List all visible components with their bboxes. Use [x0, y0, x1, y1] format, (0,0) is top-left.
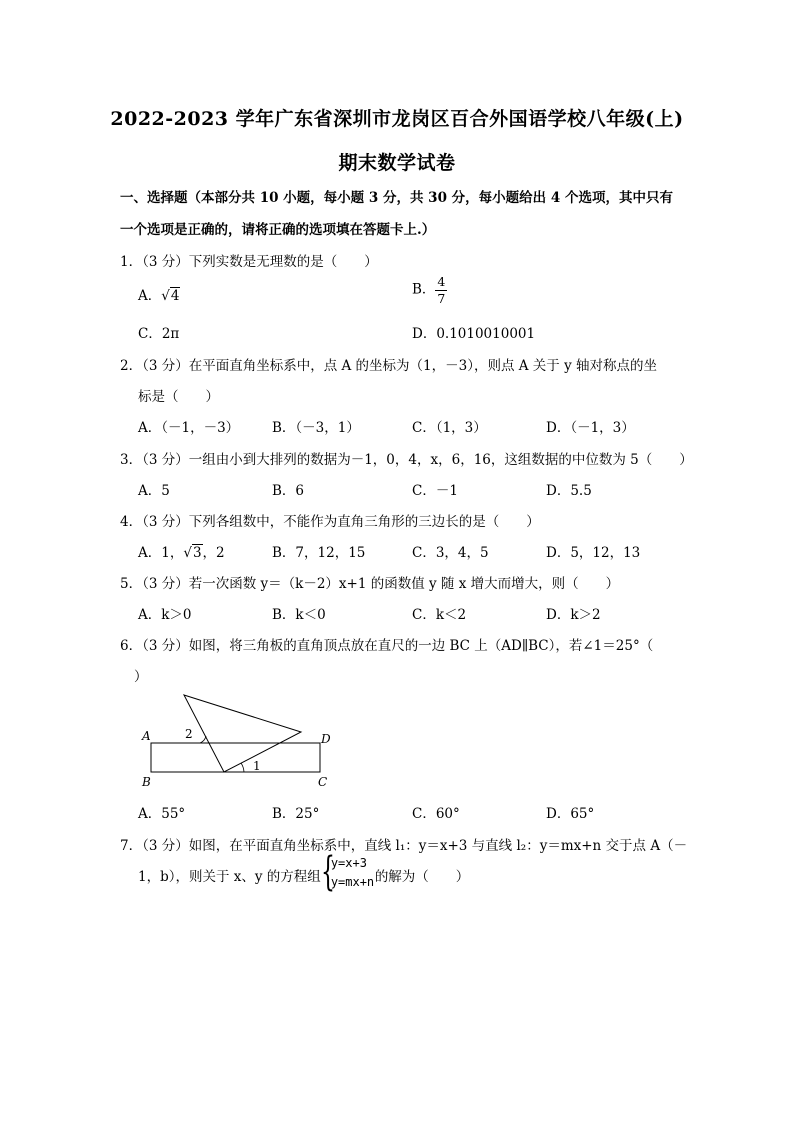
q7-equation-2: y=mx+n — [330, 875, 375, 889]
q6-stem-line2: ） — [134, 669, 148, 685]
ruler-triangle-figure — [136, 690, 346, 798]
figure-label-c: C — [318, 775, 328, 789]
q5-option-a: A．k＞0 — [138, 607, 192, 623]
q4-option-a-prefix: A．1， — [138, 545, 184, 561]
q3-option-d: D．5.5 — [546, 483, 592, 499]
figure-label-2: 2 — [185, 727, 193, 741]
q2-stem-line2: 标是（ ） — [138, 389, 219, 405]
q6-option-c: C．60° — [412, 806, 460, 822]
q6-option-d: D．65° — [546, 806, 595, 822]
q5-option-d: D．k＞2 — [546, 607, 601, 623]
q2-option-c: C．（1，3） — [412, 420, 487, 436]
q1-option-b — [412, 274, 447, 306]
q7-stem-line2-suffix: 的解为（ ） — [374, 869, 470, 885]
sqrt-symbol: √4 — [161, 288, 180, 304]
q1-option-b-prefix: B． — [412, 281, 436, 298]
angle-1-arc — [241, 763, 244, 772]
q2-option-b: B．（－3，1） — [272, 420, 360, 436]
q3-stem: 3．（3 分）一组由小到大排列的数据为－1，0，4，x，6，16，这组数据的中位数为 5（ ） — [120, 452, 693, 468]
q7-stem-line2 — [138, 849, 470, 895]
q3-option-b: B．6 — [272, 483, 305, 499]
q1-option-a-prefix: A． — [138, 288, 162, 304]
section-instructions-line1: 一、选择题（本部分共 10 小题，每小题 3 分，共 30 分，每小题给出 4 个选项，其中只有 — [120, 190, 673, 206]
figure-label-a: A — [142, 729, 151, 743]
fraction — [435, 274, 447, 306]
q1-option-a-radicand: 4 — [170, 288, 180, 304]
q4-stem: 4．（3 分）下列各组数中，不能作为直角三角形的三边长的是（ ） — [120, 514, 540, 530]
exam-subtitle: 期末数学试卷 — [338, 152, 456, 174]
angle-2-arc — [200, 736, 206, 743]
q4-option-a-suffix: ，2 — [202, 545, 225, 561]
q1-option-a — [138, 284, 180, 304]
q2-option-a: A．（－1，－3） — [138, 420, 240, 436]
q5-stem: 5．（3 分）若一次函数 y＝（k－2）x+1 的函数值 y 随 x 增大而增大，则（ ） — [120, 576, 620, 592]
sqrt-symbol: √3 — [183, 545, 202, 561]
equation-system — [320, 849, 375, 895]
section-instructions-line2: 一个选项是正确的，请将正确的选项填在答题卡上.） — [120, 222, 436, 238]
q4-option-a-radicand: 3 — [192, 545, 202, 561]
q3-option-c: C．－1 — [412, 483, 458, 499]
exam-title: 2022-2023 学年广东省深圳市龙岗区百合外国语学校八年级(上) — [110, 108, 684, 130]
q5-option-b: B．k＜0 — [272, 607, 326, 623]
figure-label-b: B — [142, 775, 151, 789]
q5-option-c: C．k＜2 — [412, 607, 467, 623]
q1-option-d: D．0.1010010001 — [412, 326, 536, 342]
q7-stem-line1: 7．（3 分）如图，在平面直角坐标系中，直线 l₁：y＝x+3 与直线 l₂：y＝mx+n 交于点 A（－ — [120, 838, 688, 854]
q4-option-b: B．7，12，15 — [272, 545, 366, 561]
q6-stem-line1: 6．（3 分）如图，将三角板的直角顶点放在直尺的一边 BC 上（AD∥BC），若∠1＝25°（ — [120, 638, 654, 654]
q7-equation-1: y=x+3 — [330, 856, 367, 870]
q1-stem: 1．（3 分）下列实数是无理数的是（ ） — [120, 254, 378, 270]
figure-label-1: 1 — [253, 759, 261, 773]
q1-option-c: C．2π — [138, 326, 180, 342]
ruler-rectangle — [151, 743, 320, 772]
q3-option-a: A．5 — [138, 483, 170, 499]
q1-option-b-denominator: 7 — [437, 290, 446, 306]
q2-option-d: D．（－1，3） — [546, 420, 635, 436]
figure-label-d: D — [321, 732, 331, 746]
q4-option-c: C．3，4，5 — [412, 545, 489, 561]
q4-option-a — [138, 541, 225, 561]
q6-option-a: A．55° — [138, 806, 186, 822]
q2-stem-line1: 2．（3 分）在平面直角坐标系中，点 A 的坐标为（1，－3），则点 A 关于 y 轴对称点的坐 — [120, 358, 658, 374]
q6-option-b: B．25° — [272, 806, 320, 822]
q1-option-b-numerator: 4 — [437, 274, 446, 289]
set-square-triangle — [184, 695, 301, 772]
q4-option-d: D．5，12，13 — [546, 545, 641, 561]
q7-stem-line2-prefix: 1，b），则关于 x、y 的方程组 — [138, 869, 321, 885]
left-brace: { — [320, 849, 335, 895]
